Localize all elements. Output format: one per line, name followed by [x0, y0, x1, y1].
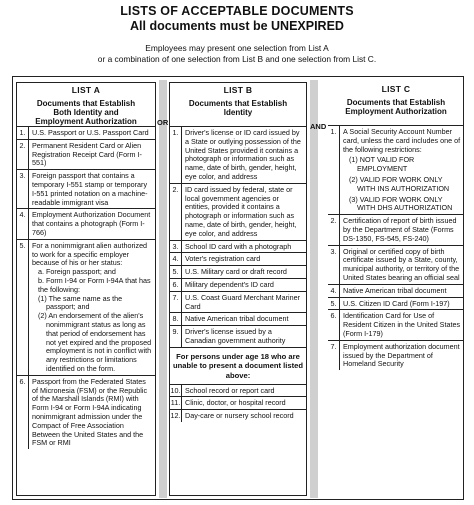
list-item: 12. Day-care or nursery school record — [170, 411, 294, 421]
list-b-label: LIST B — [223, 85, 253, 95]
list-item: 1. U.S. Passport or U.S. Passport Card — [17, 127, 155, 140]
list-item: 8. Native American tribal document — [170, 313, 306, 326]
list-item: 5. U.S. Citizen ID Card (Form I-197) — [328, 298, 464, 311]
page-title: LISTS OF ACCEPTABLE DOCUMENTS — [120, 4, 354, 18]
intro-line-1: Employees may present one selection from List A — [145, 43, 329, 53]
list-c-column — [328, 82, 464, 496]
list-b-column — [169, 82, 307, 496]
list-item: 5. For a nonimmigrant alien authorized to work for a specific employer because of his or her status: a. Foreign passport; and b. Form I-94 or Form I-94A that has the following: (1) The same name as the passport; and (2) An endorsement of the alien's nonimmigrant status as long as that period of endorsement has not yet expired and the proposed employment is not in conflict with any restrictions or limitations identified on the form. — [17, 240, 155, 376]
list-item: 2. Certification of report of birth issued by the Department of State (Forms DS-1350, FS-545, FS-240) — [328, 215, 464, 245]
list-c-heading-1: Documents that Establish — [346, 98, 446, 107]
or-connector: OR — [157, 118, 169, 127]
list-item: 7. Employment authorization document issued by the Department of Homeland Security — [328, 341, 464, 370]
list-item: 2. ID card issued by federal, state or local government agencies or entities, provided it contains a photograph or information such as name, date of birth, gender, height, eye color, and address — [170, 184, 306, 241]
under-18-heading: For persons under age 18 who are unable to present a document listed above: — [170, 348, 306, 385]
list-item: 4. Voter's registration card — [170, 253, 306, 266]
list-a-heading-3: Employment Authorization — [35, 117, 137, 127]
list-item: 10. School record or report card — [170, 385, 306, 398]
list-b-heading-2: Identity — [223, 108, 253, 118]
list-c-header — [328, 82, 464, 126]
list-a-heading-2: Both Identity and — [53, 108, 119, 118]
list-item: 2. Permanent Resident Card or Alien Registration Receipt Card (Form I-551) — [17, 140, 155, 170]
list-c-label: LIST C — [381, 84, 411, 94]
list-a-column — [16, 82, 156, 496]
list-item: 3. Foreign passport that contains a temporary I-551 stamp or temporary I-551 printed notation on a machine-readable immigrant visa — [17, 170, 155, 209]
separator-b-c — [310, 80, 318, 498]
list-item: 1. A Social Security Account Number card, unless the card includes one of the following restrictions: (1) NOT VALID FOR EMPLOYMENT (2) VALID FOR WORK ONLY WITH INS AUTHORIZATION (3) VALID FOR WORK ONLY WITH DHS AUTHORIZATION — [328, 126, 464, 215]
list-b-header — [170, 83, 306, 127]
list-item: 6. Military dependent's ID card — [170, 279, 306, 292]
list-item: 5. U.S. Military card or draft record — [170, 266, 306, 279]
list-a-header — [17, 83, 155, 127]
list-c-heading-2: Employment Authorization — [345, 107, 447, 117]
separator-a-b — [159, 80, 167, 498]
list-item: 9. Driver's license issued by a Canadian government authority — [170, 326, 306, 348]
list-item: 4. Employment Authorization Document that contains a photograph (Form I-766) — [17, 209, 155, 239]
list-item: 11. Clinic, doctor, or hospital record — [170, 397, 306, 410]
list-a-heading-1: Documents that Establish — [36, 99, 136, 108]
list-item: 3. Original or certified copy of birth certificate issued by a State, county, municipal authority, or territory of the United States bearing an official seal — [328, 246, 464, 285]
intro-line-2: or a combination of one selection from List B and one selection from List C. — [97, 54, 377, 64]
list-b-heading-1: Documents that Establish — [188, 99, 288, 108]
and-connector: AND — [310, 122, 327, 131]
list-item: 7. U.S. Coast Guard Merchant Mariner Card — [170, 292, 306, 314]
list-item: 3. School ID card with a photograph — [170, 241, 306, 254]
list-item: 1. Driver's license or ID card issued by a State or outlying possession of the United States provided it contains a photograph or information such as name, date of birth, gender, height, eye color, and address — [170, 127, 306, 184]
list-item: 6. Identification Card for Use of Resident Citizen in the United States (Form I-179) — [328, 310, 464, 340]
list-a-label: LIST A — [71, 85, 101, 95]
list-item: 4. Native American tribal document — [328, 285, 464, 298]
page-subtitle: All documents must be UNEXPIRED — [130, 19, 344, 33]
list-item: 6. Passport from the Federated States of Micronesia (FSM) or the Republic of the Marshall Islands (RMI) with Form I-94 or Form I-94A indicating nonimmigrant admission under the Compact of Free Association Between the United States and the FSM or RMI — [17, 376, 155, 449]
